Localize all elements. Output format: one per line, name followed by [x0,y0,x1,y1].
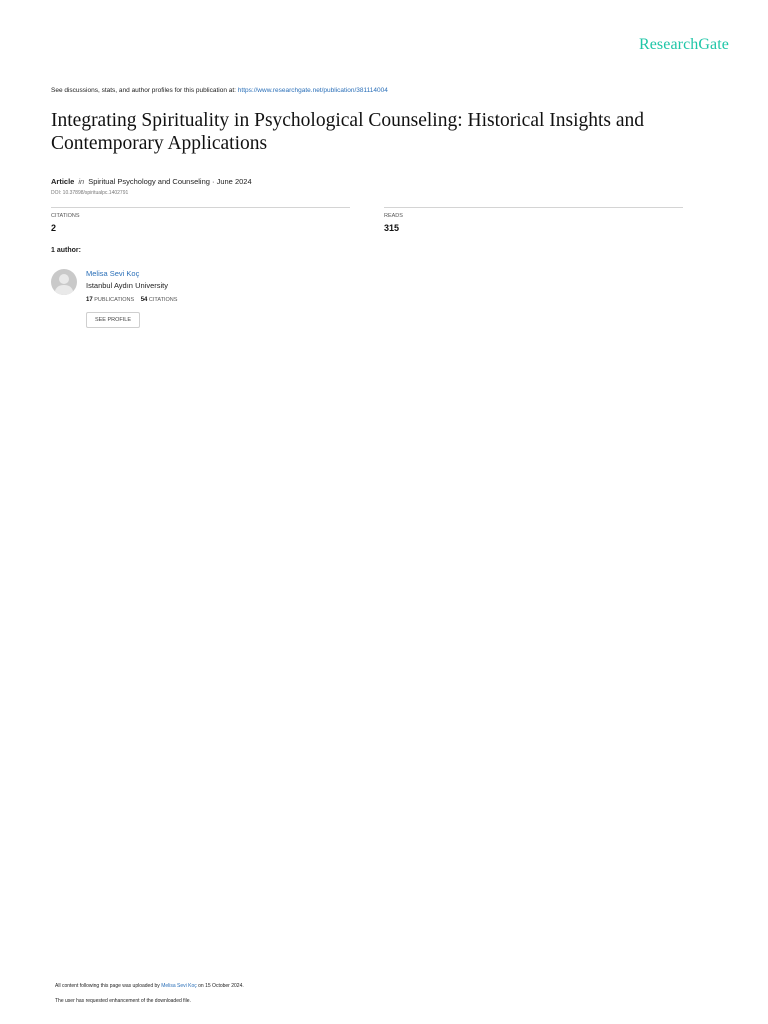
article-type: Article [51,177,75,186]
user-silhouette-icon [51,269,77,295]
see-profile-button[interactable]: SEE PROFILE [86,312,140,328]
author-stats [86,297,177,303]
doi-text: DOI: 10.37898/spiritualpc.1402791 [51,190,129,196]
upload-note [55,983,244,989]
reads-label: READS [384,213,403,219]
researchgate-logo[interactable]: ResearchGate [638,36,729,53]
divider-left [51,207,350,208]
journal-date: Spiritual Psychology and Counseling · June 2024 [88,177,252,186]
publication-url-link[interactable]: https://www.researchgate.net/publication/381114004 [237,87,388,94]
author-publications-label: PUBLICATIONS [94,297,135,303]
article-meta [51,177,252,186]
avatar[interactable] [51,269,77,295]
enhancement-note: The user has requested enhancement of the downloaded file. [55,998,191,1004]
upload-author-link[interactable]: Melisa Sevi Koç [161,983,197,989]
author-institution: Istanbul Aydın University [86,281,168,290]
upload-prefix: All content following this page was uploaded by [55,983,162,989]
source-prefix: See discussions, stats, and author profiles for this publication at: [51,87,238,94]
author-publications-count: 17 [86,297,93,303]
author-citations-count: 54 [140,297,148,303]
author-name-link[interactable]: Melisa Sevi Koç [86,269,140,278]
source-line [51,87,388,94]
divider-right [384,207,683,208]
reads-value: 315 [384,223,400,233]
article-in-word: in [78,177,85,186]
page-title: Integrating Spirituality in Psychological Counseling: Historical Insights and Contemporary Applications [51,110,645,154]
citations-value: 2 [51,223,57,233]
authors-heading: 1 author: [51,247,81,254]
author-citations-label: CITATIONS [148,297,178,303]
upload-suffix: on 15 October 2024. [196,983,244,989]
citations-label: CITATIONS [51,213,80,219]
